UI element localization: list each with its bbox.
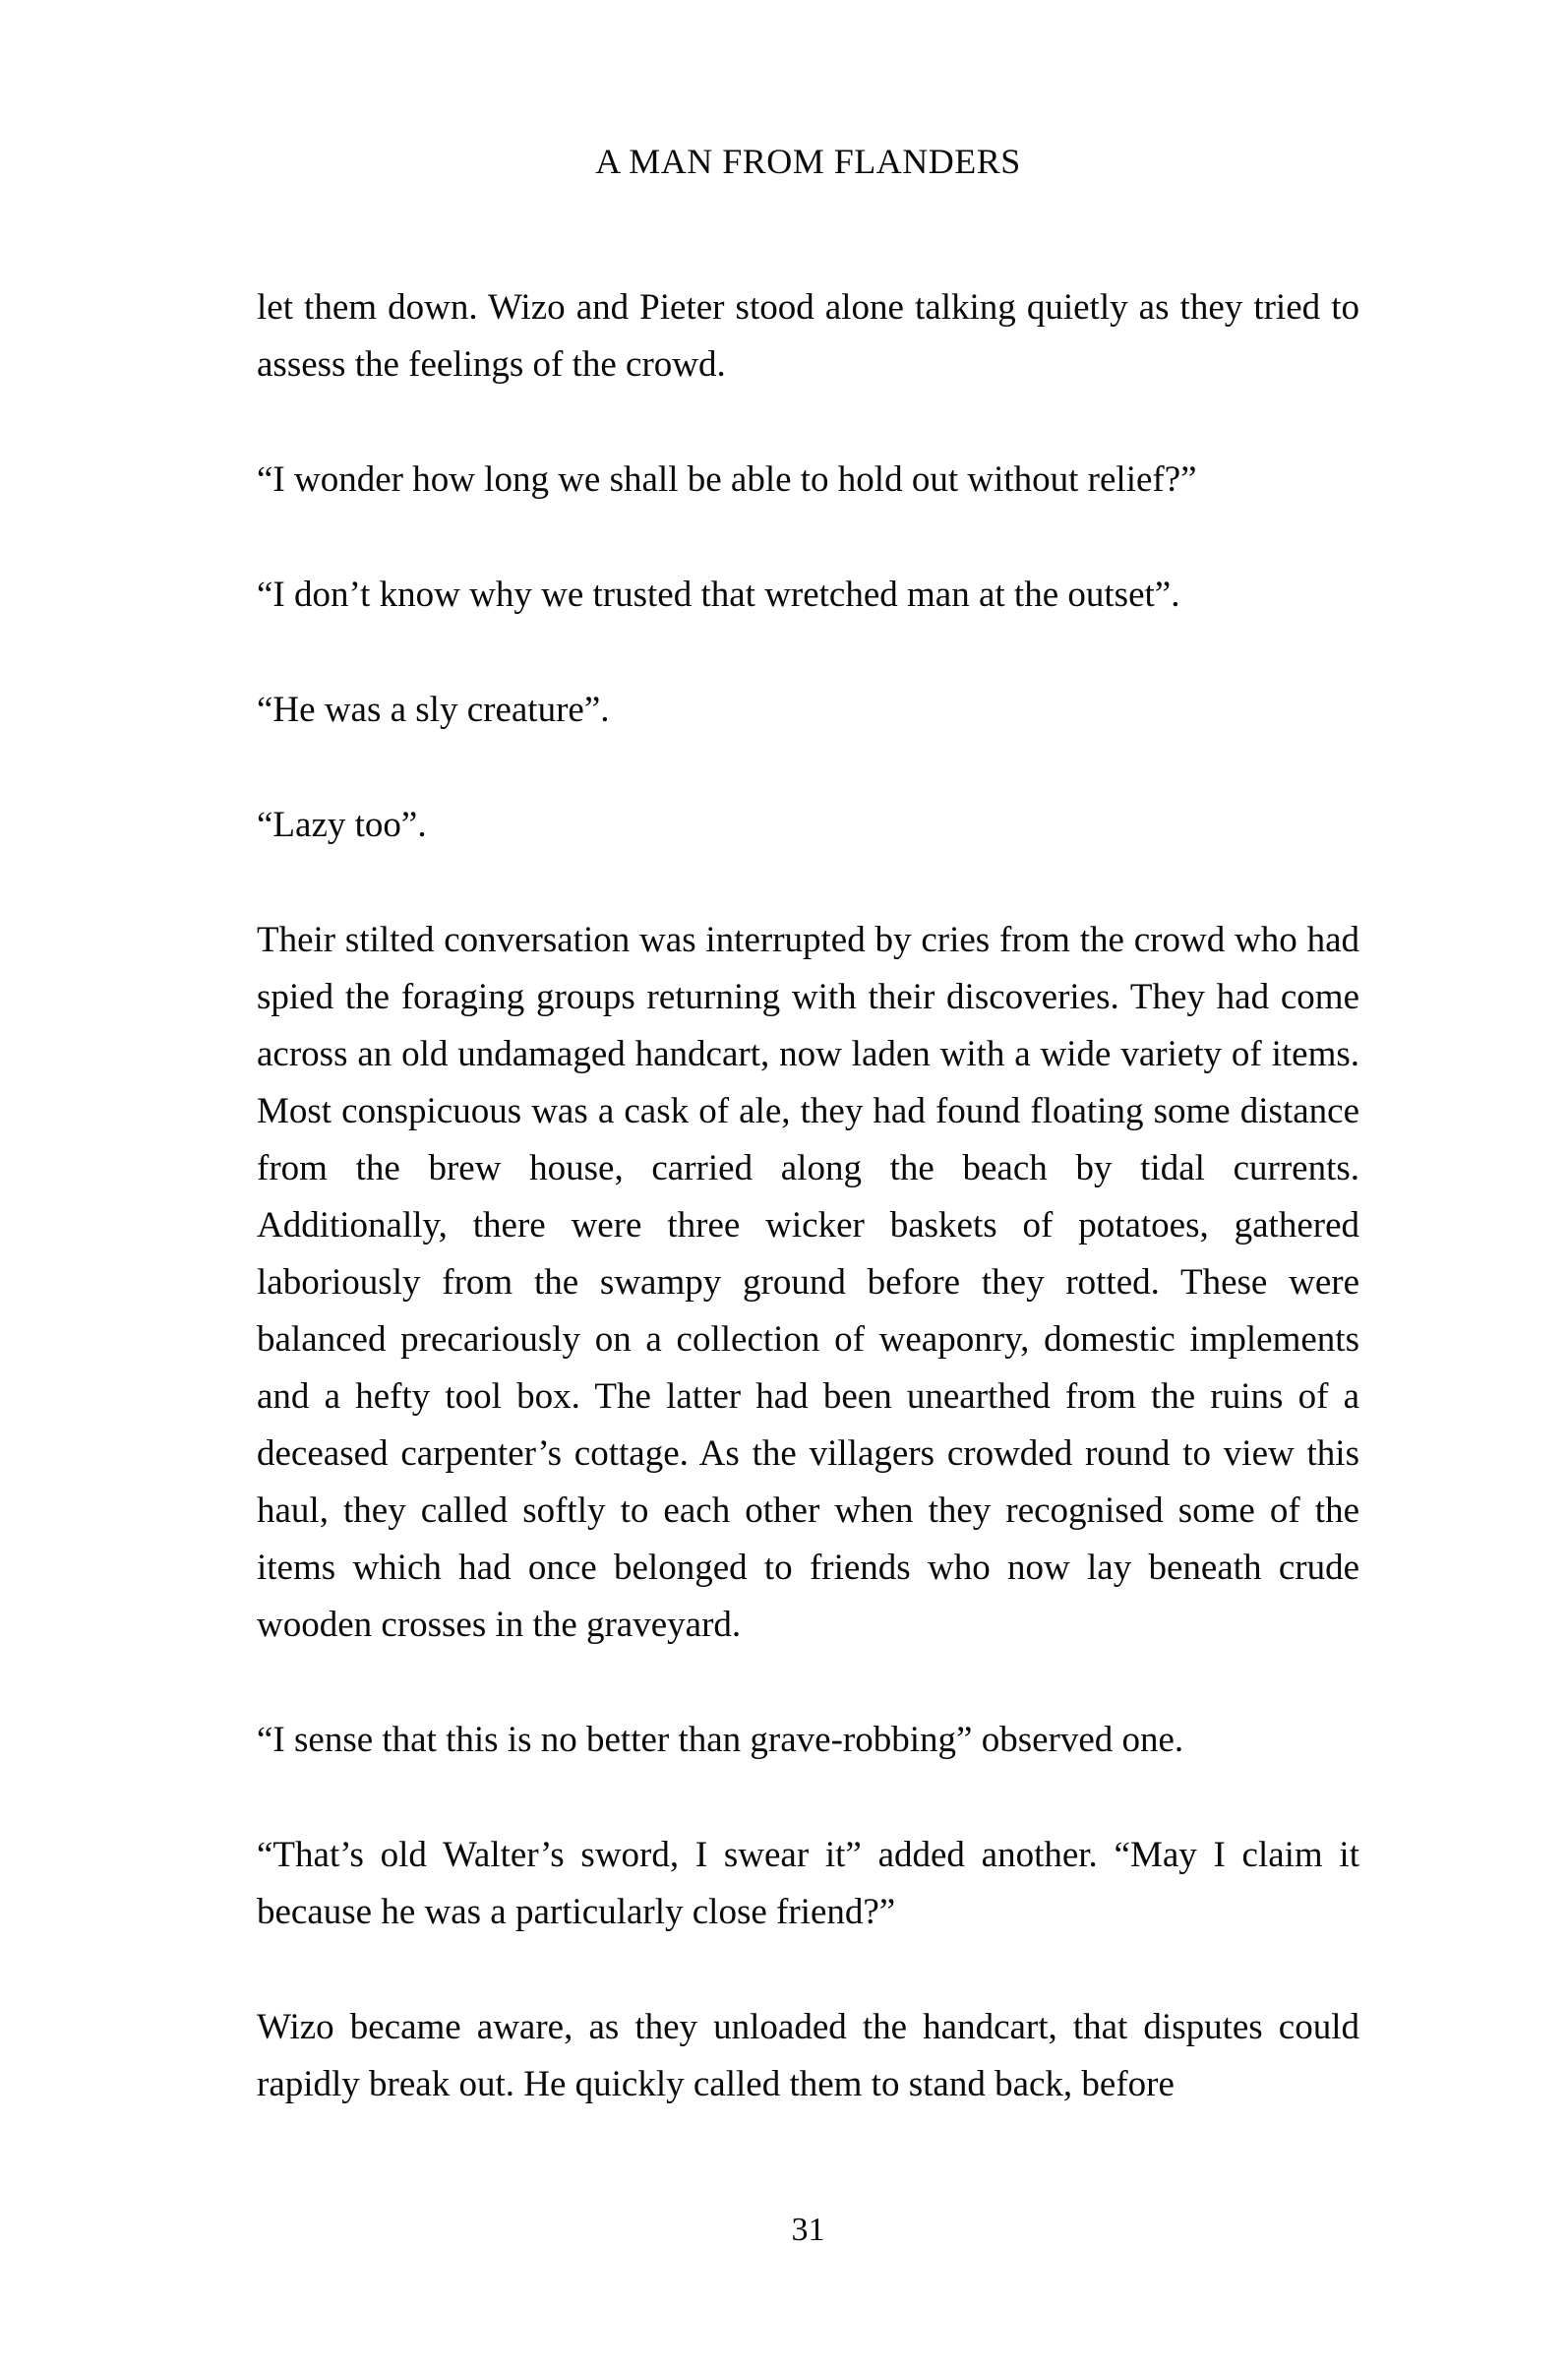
paragraph: “I sense that this is no better than grave-robbing” observed one. [257, 1720, 1184, 1760]
paragraph: “I wonder how long we shall be able to hold out without relief?” [257, 459, 1197, 500]
paragraph: “He was a sly creature”. [257, 690, 610, 730]
body-text [257, 279, 1359, 2113]
paragraph: Wizo became aware, as they unloaded the handcart, that disputes could rapidly break out. He quickly called them to stand back, before [257, 2007, 1359, 2104]
paragraph: “Lazy too”. [257, 805, 427, 845]
paragraph: let them down. Wizo and Pieter stood alone talking quietly as they tried to assess the feelings of the crowd. [257, 287, 1359, 385]
running-header-title: A MAN FROM FLANDERS [595, 142, 1021, 181]
paragraph: “That’s old Walter’s sword, I swear it” added another. “May I claim it because he was a particularly close friend?” [257, 1835, 1359, 1932]
paragraph: Their stilted conversation was interrupted by cries from the crowd who had spied the foraging groups returning with their discoveries. They had come across an old undamaged handcart, now laden with a wide variety of items. Most conspicuous was a cask of ale, they had found floating some distance from the brew house, carried along the beach by tidal currents. Additionally, there were three wicker baskets of potatoes, gathered laboriously from the swampy ground before they rotted. These were balanced precariously on a collection of weaponry, domestic implements and a hefty tool box. The latter had been unearthed from the ruins of a deceased carpenter’s cottage. As the villagers crowded round to view this haul, they called softly to each other when they recognised some of the items which had once belonged to friends who now lay beneath crude wooden crosses in the graveyard. [257, 920, 1359, 1645]
paragraph: “I don’t know why we trusted that wretched man at the outset”. [257, 575, 1180, 615]
page-number: 31 [791, 2212, 825, 2248]
